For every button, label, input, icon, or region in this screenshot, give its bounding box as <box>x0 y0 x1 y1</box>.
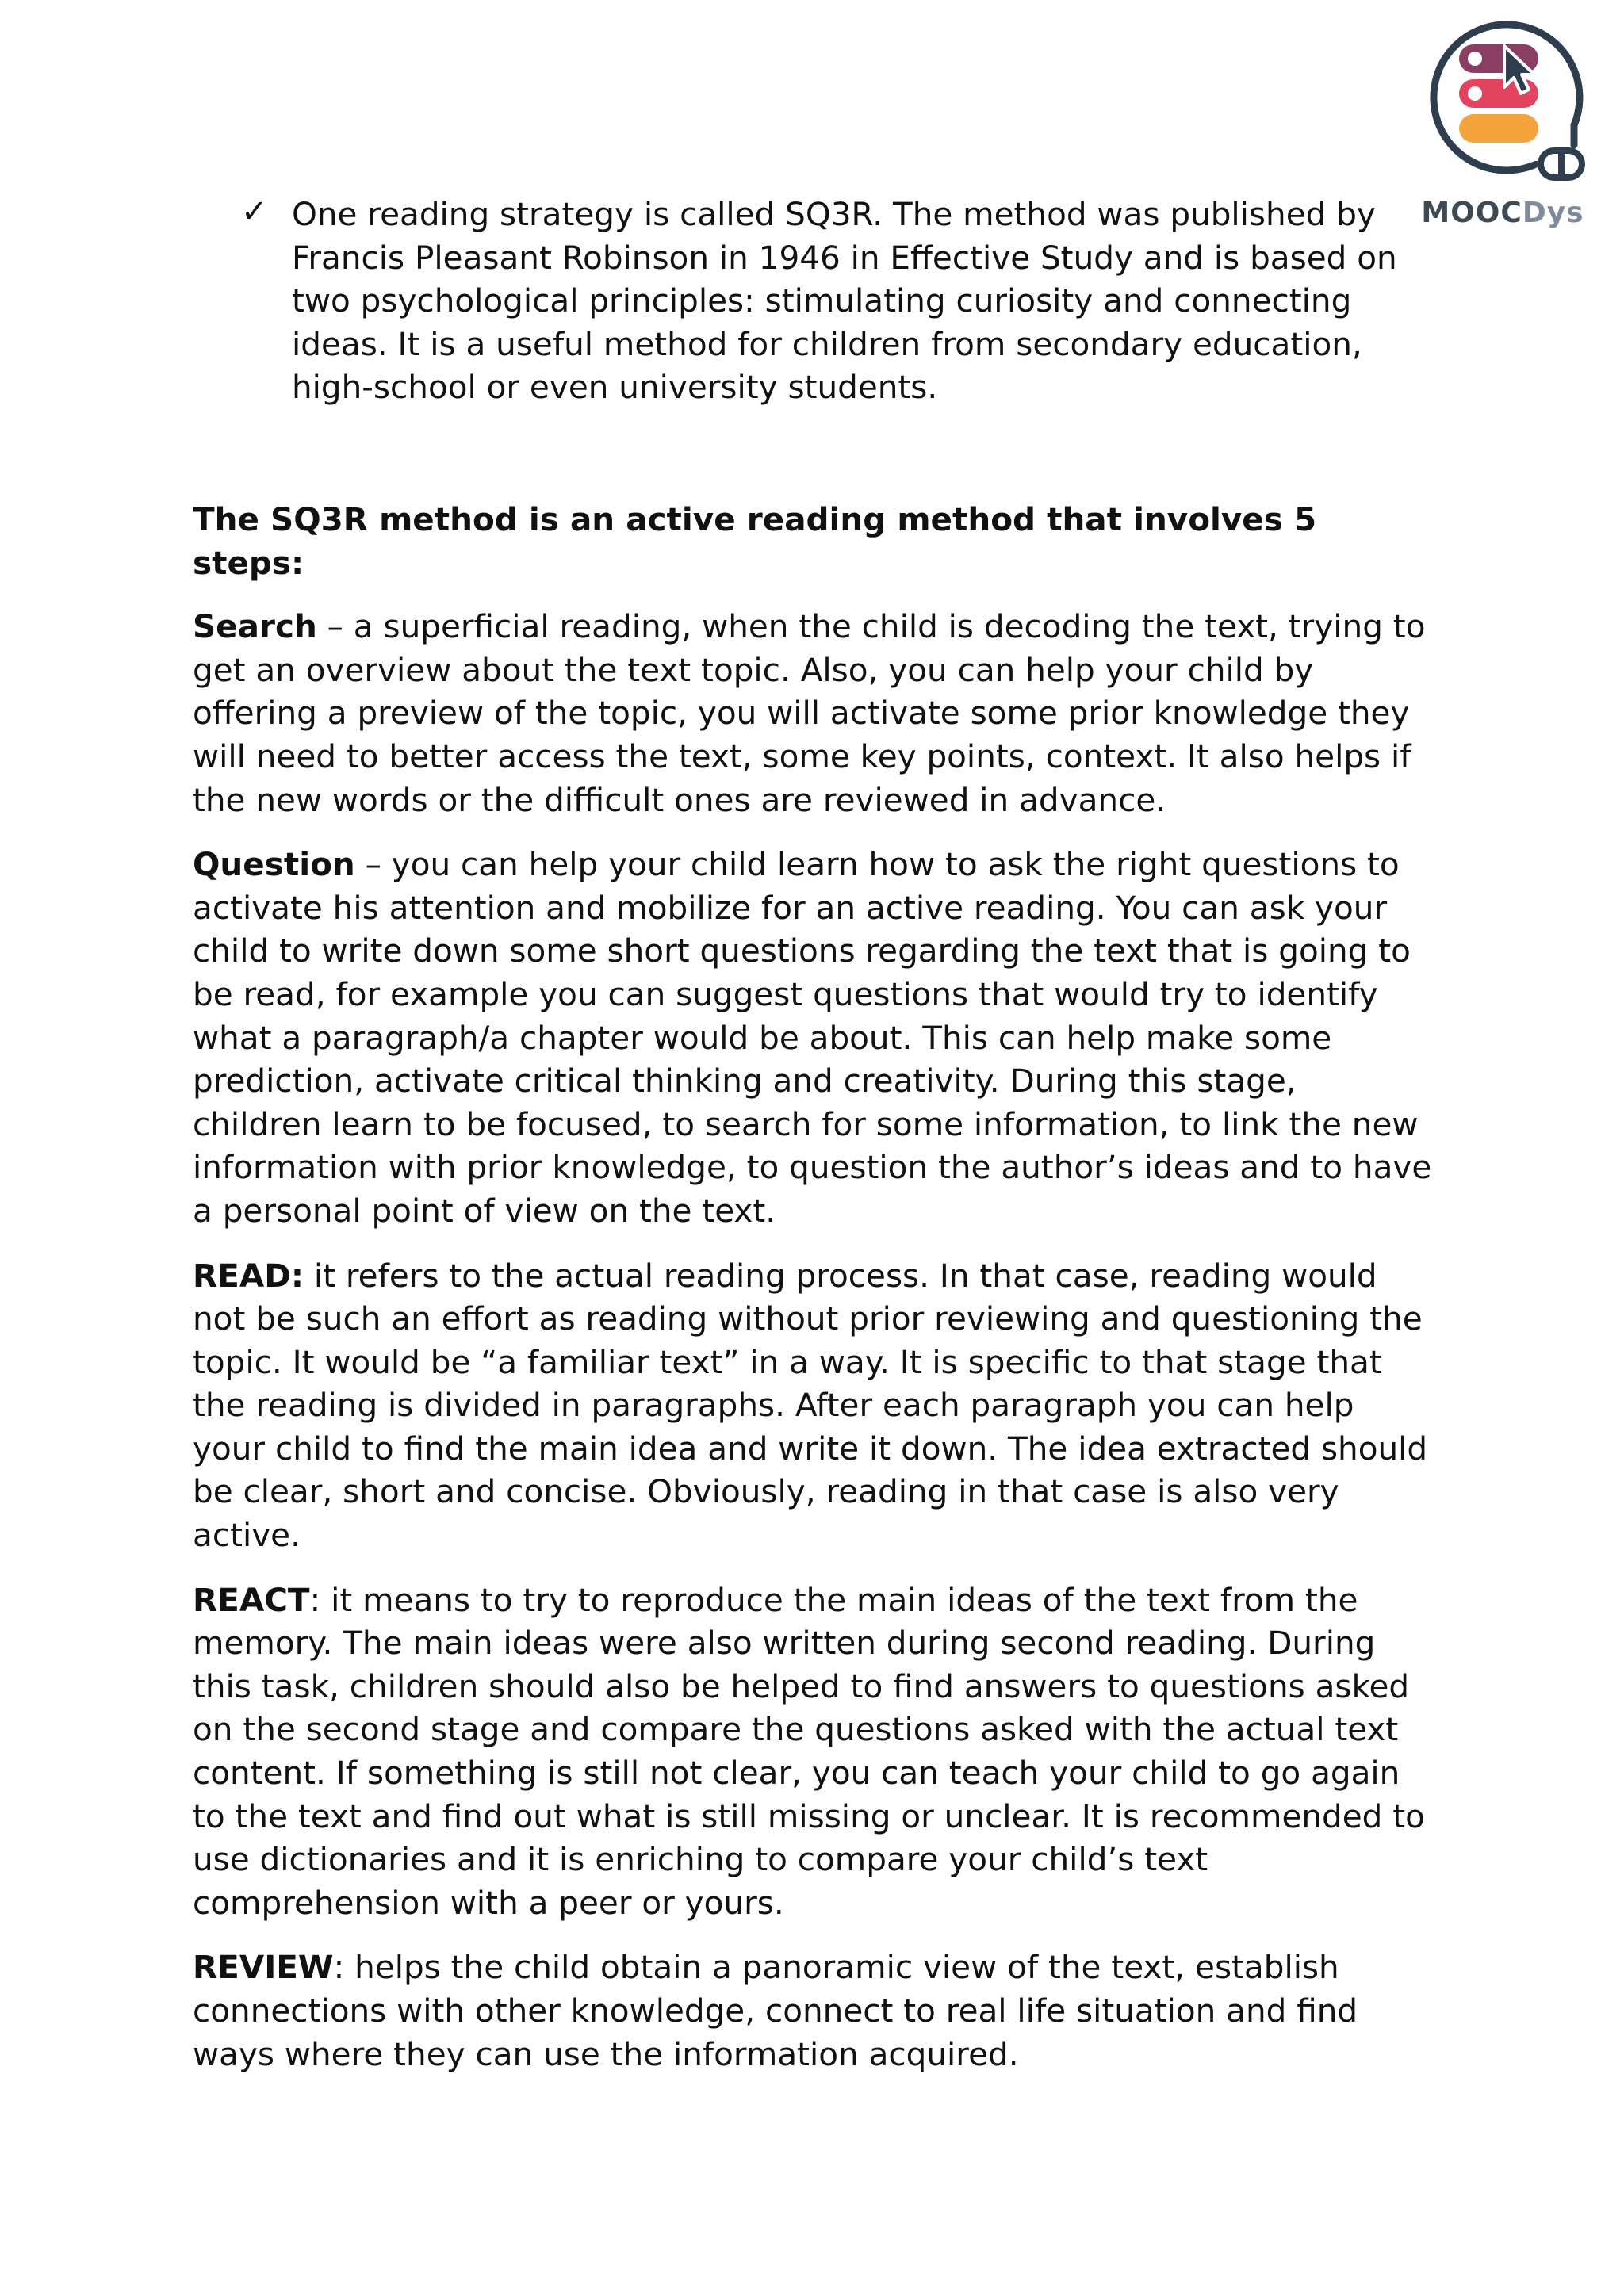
step-question-term: Question <box>193 845 355 884</box>
logo-text-dys: Dys <box>1522 197 1584 229</box>
step-search-text: – a superficial reading, when the child is decoding the text, trying to get an overview about the text topic. Also, you can help your child by offering a preview of the topic, you will activate some prior knowledge they will need to better access the text, some key points, context. It also helps if the new words or the difficult ones are reviewed in advance. <box>193 607 1426 819</box>
checkmark-bullet-icon: ✓ <box>241 193 268 230</box>
moocdys-logo-icon <box>1415 6 1590 197</box>
step-react-text: : it means to try to reproduce the main ideas of the text from the memory. The main ideas were also written during second reading. During this task, children should also be helped to find answers to questions asked on the second stage and compare the questions asked with the actual text content. If something is still not clear, you can teach your child to go again to the text and find out what is still missing or unclear. It is recommended to use dictionaries and it is enriching to compare your child’s text comprehension with a peer or yours. <box>193 1580 1425 1922</box>
main-content <box>193 498 1434 2097</box>
step-question-paragraph <box>193 843 1434 1232</box>
logo-wordmark <box>1415 197 1590 229</box>
step-review-text: : helps the child obtain a panoramic view of the text, establish connections with other knowledge, connect to real life situation and find ways where they can use the information acquired. <box>193 1948 1358 2073</box>
step-question-text: – you can help your child learn how to ask the right questions to activate his attention and mobilize for an active reading. You can ask your child to write down some short questions regarding the text that is going to be read, for example you can suggest questions that would try to identify what a paragraph/a chapter would be about. This can help make some prediction, activate critical thinking and creativity. During this stage, children learn to be focused, to search for some information, to link the new information with prior knowledge, to question the author’s ideas and to have a personal point of view on the text. <box>193 845 1432 1230</box>
step-review-paragraph <box>193 1946 1434 2076</box>
step-read-text: it refers to the actual reading process. In that case, reading would not be such an effort as reading without prior reviewing and questioning the topic. It would be “a familiar text” in a way. It is specific to that stage that the reading is divided in paragraphs. After each paragraph you can help your child to find the main idea and write it down. The idea extracted should be clear, short and concise. Obviously, reading in that case is also very active. <box>193 1256 1428 1555</box>
step-react-term: REACT <box>193 1580 310 1619</box>
intro-paragraph: One reading strategy is called SQ3R. The method was published by Francis Pleasant Robinson in 1946 in Effective Study and is based on two psychological principles: stimulating curiosity and connecting ideas. It is a useful method for children from secondary education, high-school or even university students. <box>292 195 1397 407</box>
step-search-term: Search <box>193 607 317 646</box>
section-heading: The SQ3R method is an active reading method that involves 5 steps: <box>193 500 1317 582</box>
logo-text-moc: MOOC <box>1421 197 1522 229</box>
step-search-paragraph <box>193 605 1434 821</box>
step-review-term: REVIEW <box>193 1948 334 1987</box>
step-read-paragraph <box>193 1254 1434 1557</box>
moocdys-logo <box>1415 6 1590 236</box>
step-read-term: READ: <box>193 1256 304 1295</box>
step-react-paragraph <box>193 1578 1434 1925</box>
